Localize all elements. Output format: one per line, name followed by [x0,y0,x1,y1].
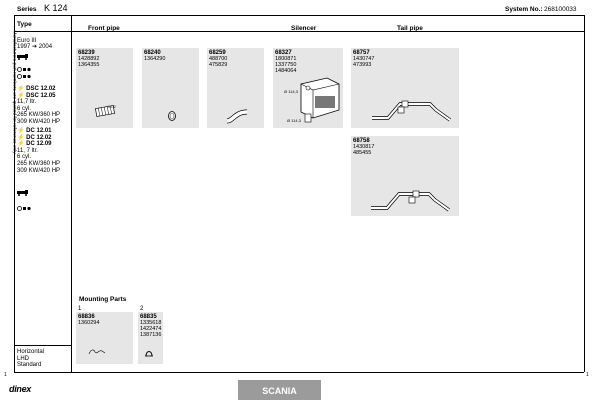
tail-pipe-heading: Tail pipe [397,25,423,32]
cylinders: 6 cyl. [17,154,32,161]
engine-icon: ⚡ [17,128,25,134]
part-number: 68239 [78,50,95,56]
system-number: 268100033 [544,6,577,13]
page-number-right: 1 [586,372,589,378]
engine-icon: ⚡ [17,86,25,92]
oe-refs: 1335618 1422474 1387136 [140,320,162,338]
part-number: 68835 [140,314,157,320]
top-rule [14,15,584,16]
engine-icon: ⚡ [17,92,25,99]
engine-icon [17,206,31,211]
engines-group-2 [17,128,60,174]
tail-pipe-icon [369,186,455,214]
front-pipe-heading: Front pipe [88,25,120,32]
engine-code: ⚡ DSC 12.05 [17,92,56,99]
oe-refs: 1364290 [144,56,166,62]
mount-card-68835[interactable] [138,312,163,364]
oe-refs: 1800871 1337750 1484064 [275,56,297,74]
bottom-rule [14,372,584,373]
mount-card-68836[interactable] [76,312,133,364]
truck-icon [17,190,29,196]
dimension-label: 1 1/2 [108,105,116,109]
power-rating: 265 KW/360 HP [17,112,61,119]
engine-code: ⚡ DC 12.02 [17,134,52,141]
sidebar-divider [71,15,72,372]
series-label: Series [17,6,37,13]
oe-refs: 1430817 485455 [353,144,375,156]
engines-group-1 [17,86,60,126]
part-card-68239[interactable] [76,48,133,128]
engine-code: ⚡ DC 12.09 [17,141,52,148]
gasket-icon [88,348,106,356]
oe-refs: 1430747 473993 [353,56,375,68]
mounting-heading: Mounting Parts [79,296,127,303]
year-to: 2004 [38,44,53,50]
displacement: 11,7 ltr. [17,99,37,106]
axle-icon [17,74,31,79]
mounting-index: 2 [140,306,144,312]
oe-refs: 1360294 [78,320,100,326]
sidebar-footer-rule [14,345,71,346]
part-card-68240[interactable] [142,48,199,128]
system-label: System No.: [505,6,543,13]
part-number: 68757 [353,50,370,56]
vehicle-make: SCANIA [262,386,297,396]
euro-norm: Euro III [17,38,37,44]
engine-icon [17,67,31,72]
type-heading: Type [17,21,32,28]
oe-refs: 1428892 1364355 [78,56,100,68]
page-number-left: 1 [4,372,7,378]
engine-code: ⚡ DC 12.01 [17,128,52,134]
part-card-68758[interactable] [351,136,459,216]
displacement: 11, 7 ltr. [17,147,38,154]
cylinders: 6 cyl. [17,105,32,112]
drive-side: LHD [17,355,30,362]
part-number: 68836 [78,314,95,320]
reference-note: Manufacturers part numbers are quoted for reference only [11,30,17,154]
year-range [17,44,52,51]
config-footer [17,349,44,369]
engine-icon: ⚡ [17,141,25,148]
part-number: 68259 [209,50,226,56]
part-card-68327[interactable] [273,48,343,128]
orientation: Horizontal [17,349,45,355]
truck-icon [17,54,29,60]
part-number: 68327 [275,50,292,56]
oe-refs: 488700 475829 [209,56,228,68]
year-from: 1997 [17,44,31,50]
variant: Standard [17,362,42,369]
part-card-68259[interactable] [207,48,264,128]
silencer-icon [295,76,341,126]
power-rating: 309 KW/420 HP [17,167,61,174]
power-rating: 265 KW/360 HP [17,160,61,167]
bend-pipe-icon [225,108,251,124]
part-number: 68758 [353,138,370,144]
tail-pipe-icon [370,96,456,124]
outlet-diameter: Ø 114,3 [287,118,301,123]
inlet-diameter: Ø 114,3 [284,89,298,94]
mounting-index: 1 [78,306,82,312]
series-value: K 124 [44,3,68,13]
part-number: 68240 [144,50,161,56]
engine-code: ⚡ DSC 12.02 [17,86,56,92]
clamp-icon [144,350,154,358]
power-rating: 309 KW/420 HP [17,118,61,125]
arrow-right-icon: ➔ [32,44,38,50]
engine-icon: ⚡ [17,134,25,141]
silencer-heading: Silencer [291,25,317,32]
clamp-ring-icon [166,110,178,122]
dinex-logo: dinex [9,384,32,394]
right-frame [584,15,585,372]
